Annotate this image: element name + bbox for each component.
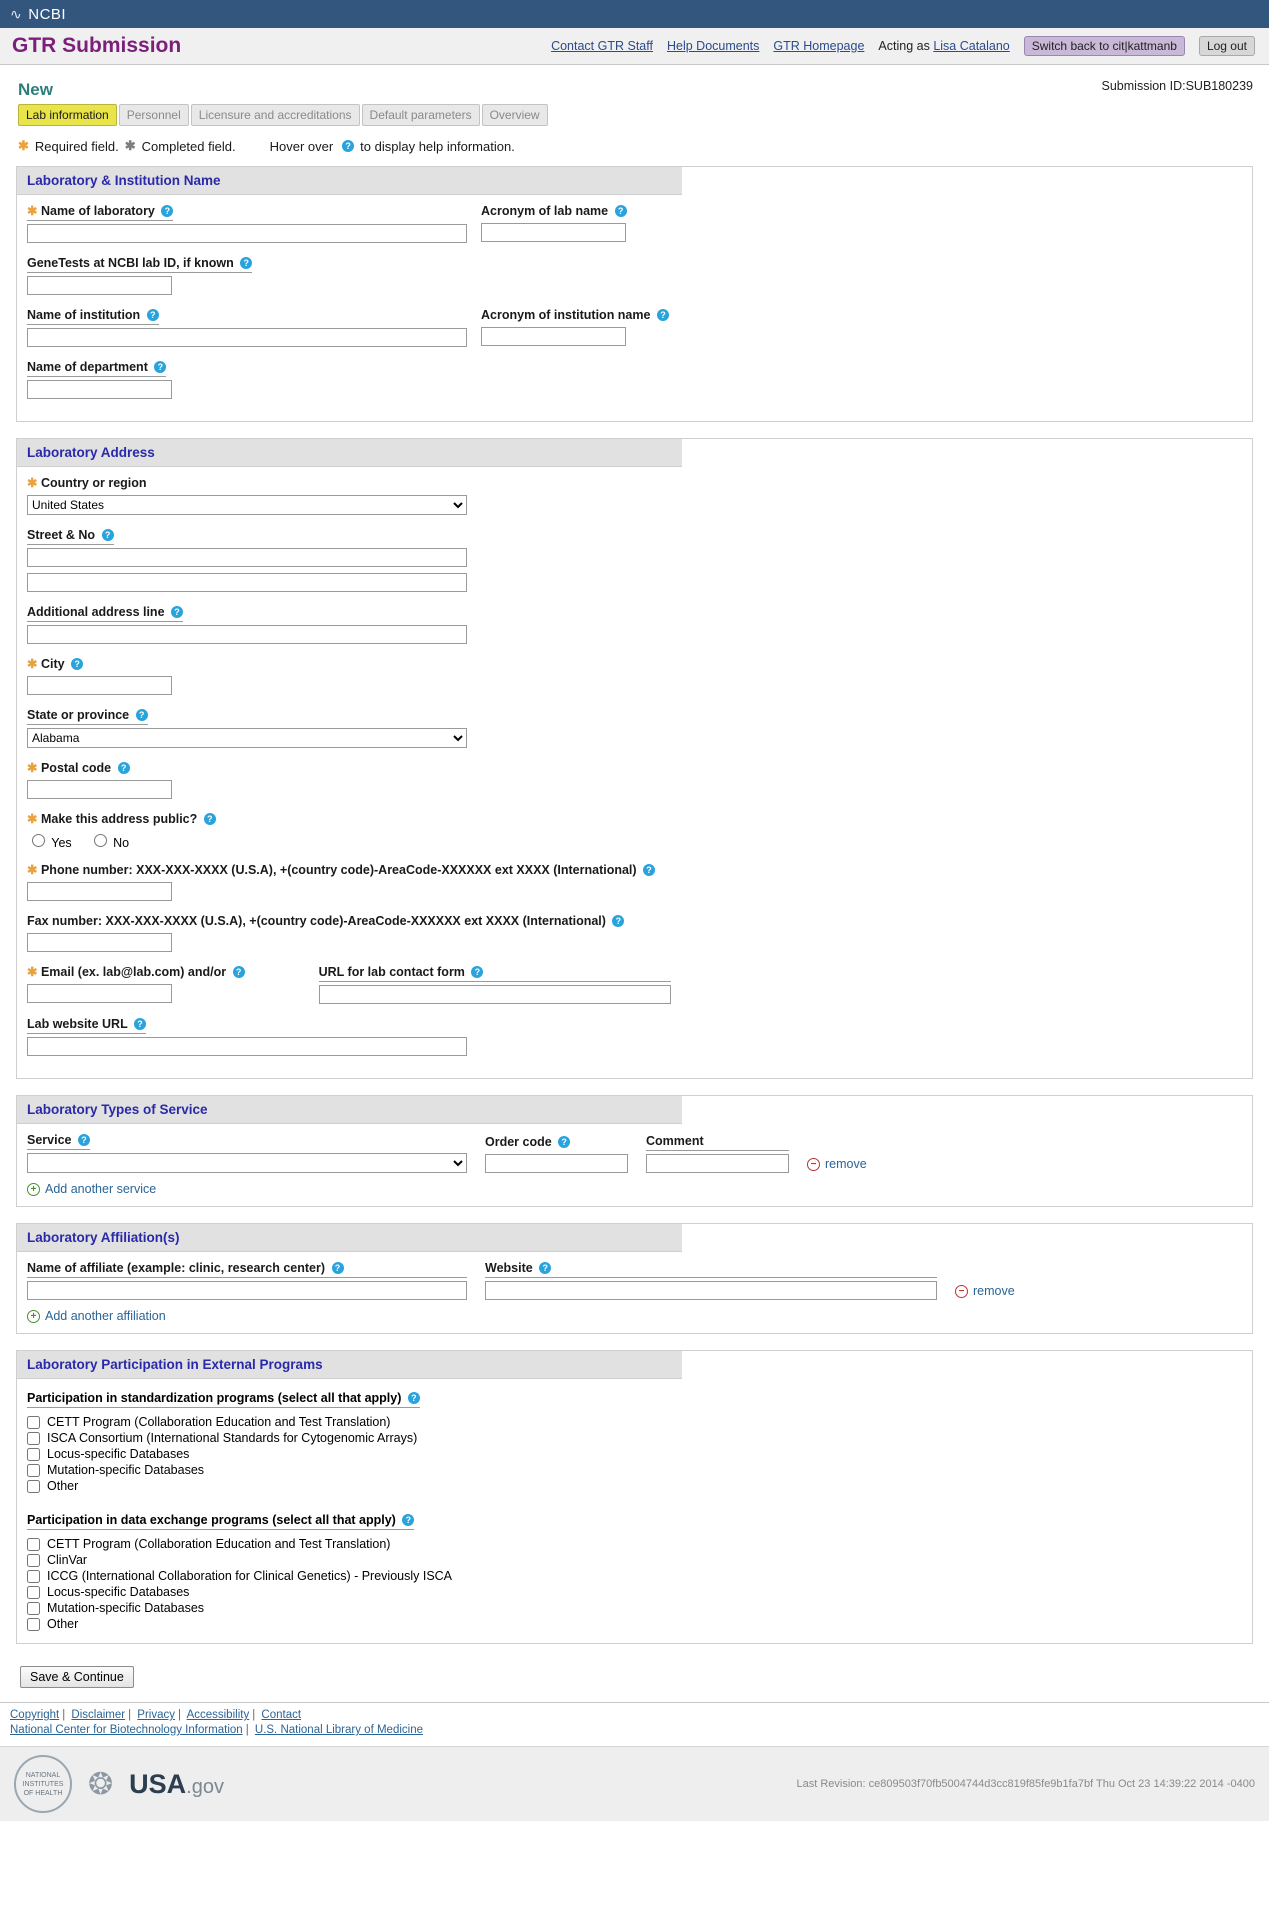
nih-seal-text: NATIONAL INSTITUTES OF HEALTH xyxy=(22,1771,64,1797)
add-affiliation-label: Add another affiliation xyxy=(45,1309,166,1323)
tab-personnel[interactable]: Personnel xyxy=(119,104,189,126)
checkbox-row[interactable] xyxy=(27,1601,1242,1615)
completed-star-icon: ✱ xyxy=(124,138,136,153)
lab-website-url-input[interactable] xyxy=(27,1037,467,1056)
help-documents-link[interactable]: Help Documents xyxy=(666,39,760,53)
add-service-label: Add another service xyxy=(45,1182,157,1196)
label-additional-address-line xyxy=(27,605,183,622)
help-icon[interactable]: ? xyxy=(102,529,114,541)
checkbox-label: ClinVar xyxy=(47,1553,88,1567)
name-of-department-input[interactable] xyxy=(27,380,172,399)
required-star-icon: ✱ xyxy=(27,965,38,979)
label-service xyxy=(27,1133,90,1150)
section-body-external-programs xyxy=(17,1379,1252,1643)
label-text: Order code xyxy=(485,1135,552,1149)
help-icon[interactable]: ? xyxy=(134,1018,146,1030)
required-star-icon: ✱ xyxy=(27,863,38,877)
required-star-icon: ✱ xyxy=(27,761,38,775)
ncbi-top-bar xyxy=(0,0,1269,28)
tab-default-parameters[interactable]: Default parameters xyxy=(362,104,480,126)
label-name-of-institution xyxy=(27,308,159,325)
label-text: Website xyxy=(485,1261,533,1275)
checkbox-row[interactable] xyxy=(27,1479,1242,1493)
email-input[interactable] xyxy=(27,984,172,1003)
order-code-input[interactable] xyxy=(485,1154,628,1173)
help-icon[interactable]: ? xyxy=(71,658,83,670)
label-state-or-province xyxy=(27,708,148,725)
label-text: Name of affiliate (example: clinic, research center) xyxy=(27,1261,326,1275)
name-of-institution-input[interactable] xyxy=(27,328,467,347)
help-icon[interactable]: ? xyxy=(342,140,354,152)
acting-as-label: Acting as xyxy=(878,39,930,53)
acronym-of-lab-name-input[interactable] xyxy=(481,223,626,242)
label-text: City xyxy=(40,657,65,671)
label-acronym-of-lab-name xyxy=(481,204,627,220)
ncbi-logo-label: NCBI xyxy=(28,5,67,23)
section-body-affiliations xyxy=(17,1252,1252,1333)
label-text: Postal code xyxy=(40,761,112,775)
standardization-mutation-specific-checkbox[interactable] xyxy=(27,1464,40,1477)
save-and-continue-button[interactable]: Save & Continue xyxy=(20,1666,134,1688)
url-lab-contact-form-input[interactable] xyxy=(319,985,671,1004)
header-actions xyxy=(551,36,1255,56)
street-line1-input[interactable] xyxy=(27,548,467,567)
footer-links xyxy=(0,1703,1269,1738)
section-lab-institution-name xyxy=(16,166,1253,422)
footer-ncbi-link[interactable]: National Center for Biotechnology Information xyxy=(10,1724,243,1736)
standardization-other-checkbox[interactable] xyxy=(27,1480,40,1493)
help-icon[interactable]: ? xyxy=(643,864,655,876)
usa-gov-suffix: .gov xyxy=(186,1775,224,1798)
checkbox-label: Mutation-specific Databases xyxy=(47,1463,205,1477)
remove-affiliation-button[interactable] xyxy=(955,1284,1015,1298)
radio-yes-text: Yes xyxy=(51,836,72,850)
help-icon[interactable]: ? xyxy=(78,1134,90,1146)
label-city xyxy=(27,656,83,673)
footer-bottom-bar xyxy=(0,1746,1269,1821)
plus-icon: + xyxy=(27,1183,40,1196)
usa-gov-text: USA xyxy=(129,1768,187,1799)
app-header xyxy=(0,28,1269,65)
city-input[interactable] xyxy=(27,676,172,695)
help-icon[interactable]: ? xyxy=(171,606,183,618)
make-address-public-radio-group xyxy=(27,831,1242,850)
label-url-for-lab-contact-form xyxy=(319,965,671,982)
footer-copyright-link[interactable]: Copyright xyxy=(10,1709,60,1721)
help-icon[interactable]: ? xyxy=(233,966,245,978)
label-postal-code xyxy=(27,760,130,777)
state-or-province-select[interactable] xyxy=(27,728,467,748)
label-make-address-public xyxy=(27,811,216,828)
label-genetests-lab-id xyxy=(27,256,252,273)
tab-lab-information[interactable]: Lab information xyxy=(18,104,117,126)
exchange-locus-specific-checkbox[interactable] xyxy=(27,1586,40,1599)
label-text: Phone number: XXX-XXX-XXXX (U.S.A), +(country code)-AreaCode-XXXXXX ext XXXX (International) xyxy=(40,863,637,877)
footer-privacy-link[interactable]: Privacy xyxy=(137,1709,175,1721)
help-icon[interactable]: ? xyxy=(539,1262,551,1274)
label-fax-number xyxy=(27,914,624,930)
genetests-lab-id-input[interactable] xyxy=(27,276,172,295)
contact-gtr-staff-link[interactable]: Contact GTR Staff xyxy=(551,39,653,53)
hhs-logo-icon: ❂ xyxy=(88,1767,114,1801)
help-icon[interactable]: ? xyxy=(118,762,130,774)
section-heading-lab-institution: Laboratory & Institution Name xyxy=(17,167,682,195)
footer-contact-link[interactable]: Contact xyxy=(261,1709,302,1721)
section-laboratory-types-of-service xyxy=(16,1095,1253,1207)
label-lab-website-url xyxy=(27,1017,146,1034)
street-line2-input[interactable] xyxy=(27,573,467,592)
section-heading-types-of-service: Laboratory Types of Service xyxy=(17,1096,682,1124)
checkbox-label: Locus-specific Databases xyxy=(47,1585,190,1599)
label-text: Street & No xyxy=(27,528,96,542)
help-icon[interactable]: ? xyxy=(136,709,148,721)
service-select[interactable] xyxy=(27,1153,467,1173)
submission-id: Submission ID:SUB180239 xyxy=(1101,79,1253,93)
checkbox-row[interactable] xyxy=(27,1617,1242,1631)
label-text: Lab website URL xyxy=(27,1017,128,1031)
label-phone-number xyxy=(27,862,655,879)
last-revision-text: Last Revision: ce809503f70fb5004744d3cc819f85fe9b1fa7bf Thu Oct 23 14:39:22 2014 -0400 xyxy=(796,1778,1255,1790)
label-text: State or province xyxy=(27,708,130,722)
label-country-or-region xyxy=(27,475,147,492)
help-icon[interactable]: ? xyxy=(332,1262,344,1274)
exchange-clinvar-checkbox[interactable] xyxy=(27,1554,40,1567)
help-icon[interactable]: ? xyxy=(471,966,483,978)
name-of-laboratory-input[interactable] xyxy=(27,224,467,243)
help-icon[interactable]: ? xyxy=(161,205,173,217)
label-text: Name of institution xyxy=(27,308,141,322)
form-legend xyxy=(18,138,1255,154)
label-text: GeneTests at NCBI lab ID, if known xyxy=(27,256,234,270)
label-text: Email (ex. lab@lab.com) and/or xyxy=(40,965,227,979)
help-icon[interactable]: ? xyxy=(408,1392,420,1404)
section-heading-affiliations: Laboratory Affiliation(s) xyxy=(17,1224,682,1252)
remove-icon: − xyxy=(807,1158,820,1171)
standardization-cett-checkbox[interactable] xyxy=(27,1416,40,1429)
checkbox-label: Other xyxy=(47,1479,79,1493)
checkbox-label: Other xyxy=(47,1617,79,1631)
acronym-of-institution-name-input[interactable] xyxy=(481,327,626,346)
legend-hover-text: Hover over xyxy=(269,138,334,154)
footer-disclaimer-link[interactable]: Disclaimer xyxy=(71,1709,126,1721)
plus-icon: + xyxy=(27,1310,40,1323)
label-acronym-of-institution-name xyxy=(481,308,669,324)
add-another-affiliation-button[interactable] xyxy=(27,1309,1242,1323)
label-text: Additional address line xyxy=(27,605,165,619)
tab-licensure-accreditations[interactable]: Licensure and accreditations xyxy=(191,104,360,126)
label-text: Acronym of lab name xyxy=(481,204,609,218)
checkbox-row[interactable] xyxy=(27,1585,1242,1599)
help-icon[interactable]: ? xyxy=(147,309,159,321)
legend-required-text: Required field. xyxy=(34,138,119,154)
remove-icon: − xyxy=(955,1285,968,1298)
section-heading-external-programs: Laboratory Participation in External Programs xyxy=(17,1351,682,1379)
label-text: Make this address public? xyxy=(40,812,198,826)
label-text: Comment xyxy=(646,1134,704,1148)
required-star-icon: ✱ xyxy=(27,476,38,490)
help-icon[interactable]: ? xyxy=(657,309,669,321)
checkbox-label: Locus-specific Databases xyxy=(47,1447,190,1461)
checkbox-label: CETT Program (Collaboration Education and Test Translation) xyxy=(47,1537,391,1551)
remove-label: remove xyxy=(973,1284,1015,1298)
exchange-iccg-checkbox[interactable] xyxy=(27,1570,40,1583)
checkbox-label: ICCG (International Collaboration for Clinical Genetics) - Previously ISCA xyxy=(47,1569,453,1583)
checkbox-row[interactable] xyxy=(27,1415,1242,1429)
tab-bar xyxy=(18,104,1255,126)
label-text: Name of laboratory xyxy=(40,204,155,218)
phone-number-input[interactable] xyxy=(27,882,172,901)
footer-links-row-1: Copyright | Disclaimer | Privacy | Accessibility | Contact xyxy=(10,1709,302,1721)
switch-back-button[interactable]: Switch back to cit|kattmanb xyxy=(1024,36,1185,56)
label-affiliate-website xyxy=(485,1261,937,1278)
checkbox-row[interactable] xyxy=(27,1463,1242,1477)
make-address-public-no-radio[interactable] xyxy=(94,834,107,847)
label-comment xyxy=(646,1134,789,1151)
checkbox-row[interactable] xyxy=(27,1569,1242,1583)
help-icon[interactable]: ? xyxy=(154,361,166,373)
fax-number-input[interactable] xyxy=(27,933,172,952)
legend-completed-text: Completed field. xyxy=(141,138,236,154)
government-logos xyxy=(14,1755,224,1813)
help-icon[interactable]: ? xyxy=(402,1514,414,1526)
footer-links-row-2: National Center for Biotechnology Information | U.S. National Library of Medicine xyxy=(10,1724,423,1736)
required-star-icon: ✱ xyxy=(27,204,38,218)
help-icon[interactable]: ? xyxy=(240,257,252,269)
label-name-of-laboratory xyxy=(27,203,173,221)
checkbox-row[interactable] xyxy=(27,1553,1242,1567)
usa-gov-logo[interactable] xyxy=(129,1769,224,1800)
label-name-of-department xyxy=(27,360,166,377)
label-order-code xyxy=(485,1135,570,1151)
section-external-programs xyxy=(16,1350,1253,1644)
label-street-and-no xyxy=(27,528,114,545)
help-icon[interactable]: ? xyxy=(204,813,216,825)
required-star-icon: ✱ xyxy=(27,657,38,671)
required-star-icon: ✱ xyxy=(27,812,38,826)
label-text: Participation in standardization programs (select all that apply) xyxy=(27,1391,402,1405)
section-body-laboratory-address xyxy=(17,467,1252,1078)
label-text: Fax number: XXX-XXX-XXXX (U.S.A), +(country code)-AreaCode-XXXXXX ext XXXX (International) xyxy=(27,914,606,928)
service-row xyxy=(27,1132,1242,1173)
help-icon[interactable]: ? xyxy=(558,1136,570,1148)
exchange-cett-checkbox[interactable] xyxy=(27,1538,40,1551)
tab-overview[interactable]: Overview xyxy=(482,104,548,126)
remove-service-button[interactable] xyxy=(807,1157,867,1171)
checkbox-row[interactable] xyxy=(27,1537,1242,1551)
logout-button[interactable]: Log out xyxy=(1199,36,1255,56)
nih-seal-icon xyxy=(14,1755,72,1813)
label-standardization-programs xyxy=(27,1391,420,1408)
affiliate-name-input[interactable] xyxy=(27,1281,467,1300)
required-star-icon: ✱ xyxy=(18,138,29,153)
checkbox-label: ISCA Consortium (International Standards for Cytogenomic Arrays) xyxy=(47,1431,418,1445)
label-text: Service xyxy=(27,1133,72,1147)
comment-input[interactable] xyxy=(646,1154,789,1173)
label-email xyxy=(27,964,245,981)
main-content xyxy=(0,65,1269,1698)
postal-code-input[interactable] xyxy=(27,780,172,799)
remove-label: remove xyxy=(825,1157,867,1171)
standardization-checkbox-group xyxy=(27,1415,1242,1493)
app-title: GTR Submission xyxy=(12,34,182,57)
label-data-exchange-programs xyxy=(27,1513,414,1530)
checkbox-row[interactable] xyxy=(27,1447,1242,1461)
footer-accessibility-link[interactable]: Accessibility xyxy=(186,1709,250,1721)
exchange-mutation-specific-checkbox[interactable] xyxy=(27,1602,40,1615)
make-address-public-yes-radio[interactable] xyxy=(32,834,45,847)
affiliate-website-input[interactable] xyxy=(485,1281,937,1300)
standardization-isca-checkbox[interactable] xyxy=(27,1432,40,1445)
section-heading-laboratory-address: Laboratory Address xyxy=(17,439,682,467)
page-title: New xyxy=(18,80,53,99)
radio-no-text: No xyxy=(113,836,130,850)
ncbi-swirl-icon: ∿ xyxy=(10,5,23,22)
label-text: Country or region xyxy=(40,476,147,490)
label-name-of-affiliate xyxy=(27,1261,467,1278)
section-laboratory-affiliations xyxy=(16,1223,1253,1334)
checkbox-label: CETT Program (Collaboration Education and Test Translation) xyxy=(47,1415,391,1429)
section-laboratory-address xyxy=(16,438,1253,1079)
exchange-other-checkbox[interactable] xyxy=(27,1618,40,1631)
gtr-homepage-link[interactable]: GTR Homepage xyxy=(773,39,865,53)
label-text: Participation in data exchange programs (select all that apply) xyxy=(27,1513,396,1527)
acting-as xyxy=(878,39,1009,53)
legend-hover-tail: to display help information. xyxy=(360,138,515,154)
footer-nlm-link[interactable]: U.S. National Library of Medicine xyxy=(254,1724,423,1736)
ncbi-logo[interactable] xyxy=(10,6,66,23)
help-icon[interactable]: ? xyxy=(615,205,627,217)
checkbox-label: Mutation-specific Databases xyxy=(47,1601,205,1615)
label-text: URL for lab contact form xyxy=(318,965,465,979)
section-body-lab-institution xyxy=(17,195,1252,421)
checkbox-row[interactable] xyxy=(27,1431,1242,1445)
label-text: Name of department xyxy=(27,360,148,374)
section-body-types-of-service xyxy=(17,1124,1252,1206)
additional-address-line-input[interactable] xyxy=(27,625,467,644)
acting-as-user-link[interactable]: Lisa Catalano xyxy=(933,39,1010,53)
label-text: Acronym of institution name xyxy=(481,308,651,322)
country-or-region-select[interactable] xyxy=(27,495,467,515)
add-another-service-button[interactable] xyxy=(27,1182,1242,1196)
radio-label-no[interactable] xyxy=(89,831,129,850)
affiliation-row xyxy=(27,1260,1242,1300)
standardization-locus-specific-checkbox[interactable] xyxy=(27,1448,40,1461)
help-icon[interactable]: ? xyxy=(612,915,624,927)
radio-label-yes[interactable] xyxy=(27,831,72,850)
data-exchange-checkbox-group xyxy=(27,1537,1242,1631)
